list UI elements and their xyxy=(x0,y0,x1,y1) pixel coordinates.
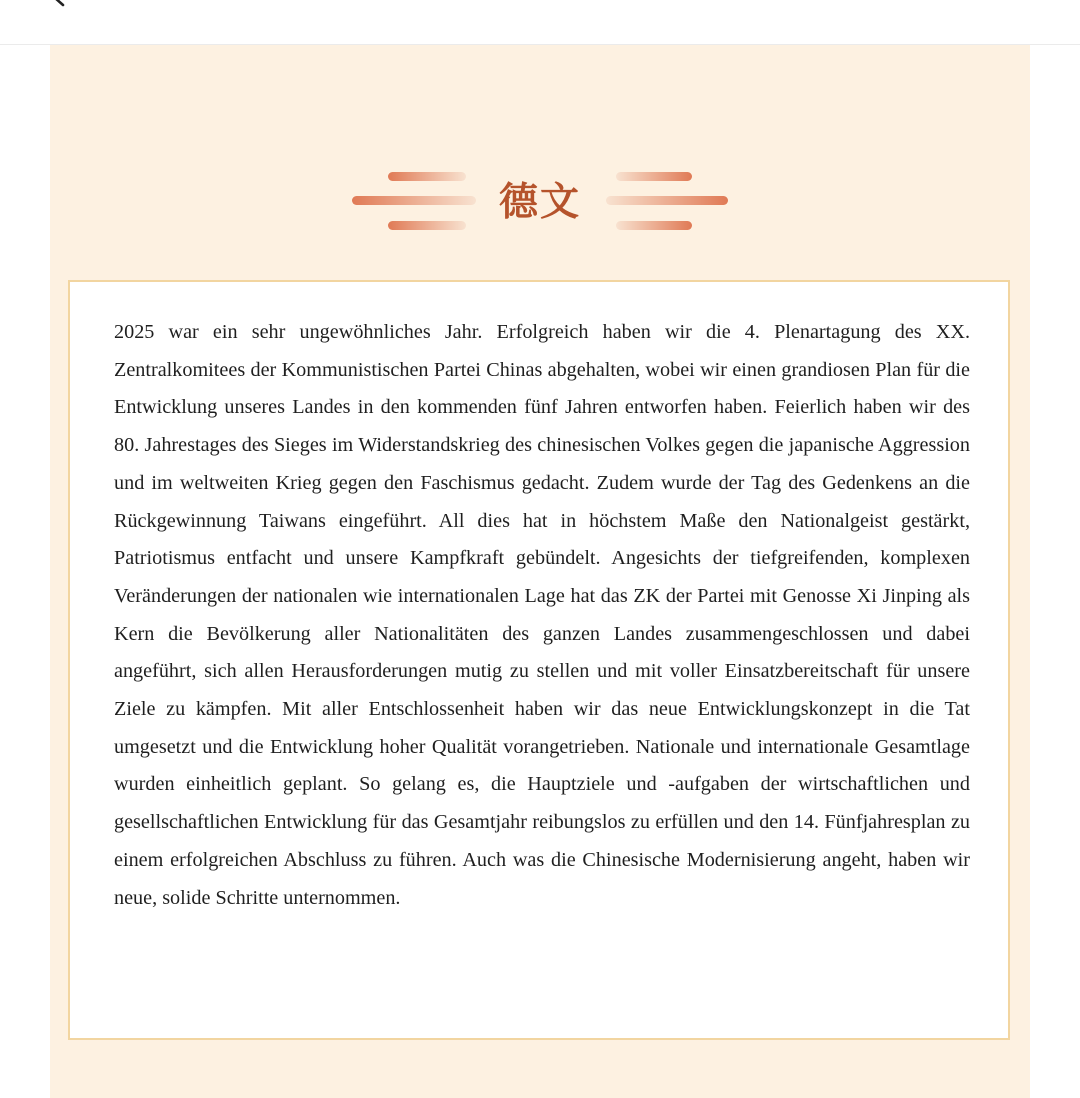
ornament-line-left-middle xyxy=(352,196,476,205)
chevron-left-icon[interactable] xyxy=(48,0,70,8)
ornament-line-right-middle xyxy=(606,196,728,205)
ornament-line-right-bottom xyxy=(616,221,692,230)
ornament-line-right-top xyxy=(616,172,692,181)
ornament-line-left-bottom xyxy=(388,221,466,230)
ornament-line-left-top xyxy=(388,172,466,181)
article-text: 2025 war ein sehr ungewöhnliches Jahr. Erfolgreich haben wir die 4. Plenartagung des XX. Zentralkomitees der Kommunistischen Partei Chinas abgehalten, wobei wir einen grandiosen Plan für die Entwicklung unseres Landes in den kommenden fünf Jahren entworfen haben. Feierlich haben wir des 80. Jahrestages des Sieges im Widerstandskrieg des chinesischen Volkes gegen die japanische Aggression und im weltweiten Krieg gegen den Faschismus gedacht. Zudem wurde der Tag des Gedenkens an die Rückgewinnung Taiwans eingeführt. All dies hat in höchstem Maße den Nationalgeist gestärkt, Patriotismus entfacht und unsere Kampfkraft gebündelt. Angesichts der tiefgreifenden, komplexen Veränderungen der nationalen wie internationalen Lage hat das ZK der Partei mit Genosse Xi Jinping als Kern die Bevölkerung aller Nationalitäten des ganzen Landes zusammengeschlossen und dabei angeführt, sich allen Herausforderungen mutig zu stellen und mit voller Einsatzbereitschaft für unsere Ziele zu kämpfen. Mit aller Entschlossenheit haben wir das neue Entwicklungskonzept in die Tat umgesetzt und die Entwicklung hoher Qualität vorangetrieben. Nationale und internationale Gesamtlage wurden einheitlich geplant. So gelang es, die Hauptziele und -aufgaben der wirtschaftlichen und gesellschaftlichen Entwicklung für das Gesamtjahr reibungslos zu erfüllen und den 14. Fünfjahresplan zu einem erfolgreichen Abschluss zu führen. Auch was die Chinesische Modernisierung angeht, haben wir neue, solide Schritte unternommen. xyxy=(114,321,970,909)
article-box xyxy=(68,280,1010,1040)
top-navigation-bar xyxy=(0,0,1080,45)
content-panel xyxy=(50,45,1030,1098)
section-title: 德文 xyxy=(498,180,581,225)
